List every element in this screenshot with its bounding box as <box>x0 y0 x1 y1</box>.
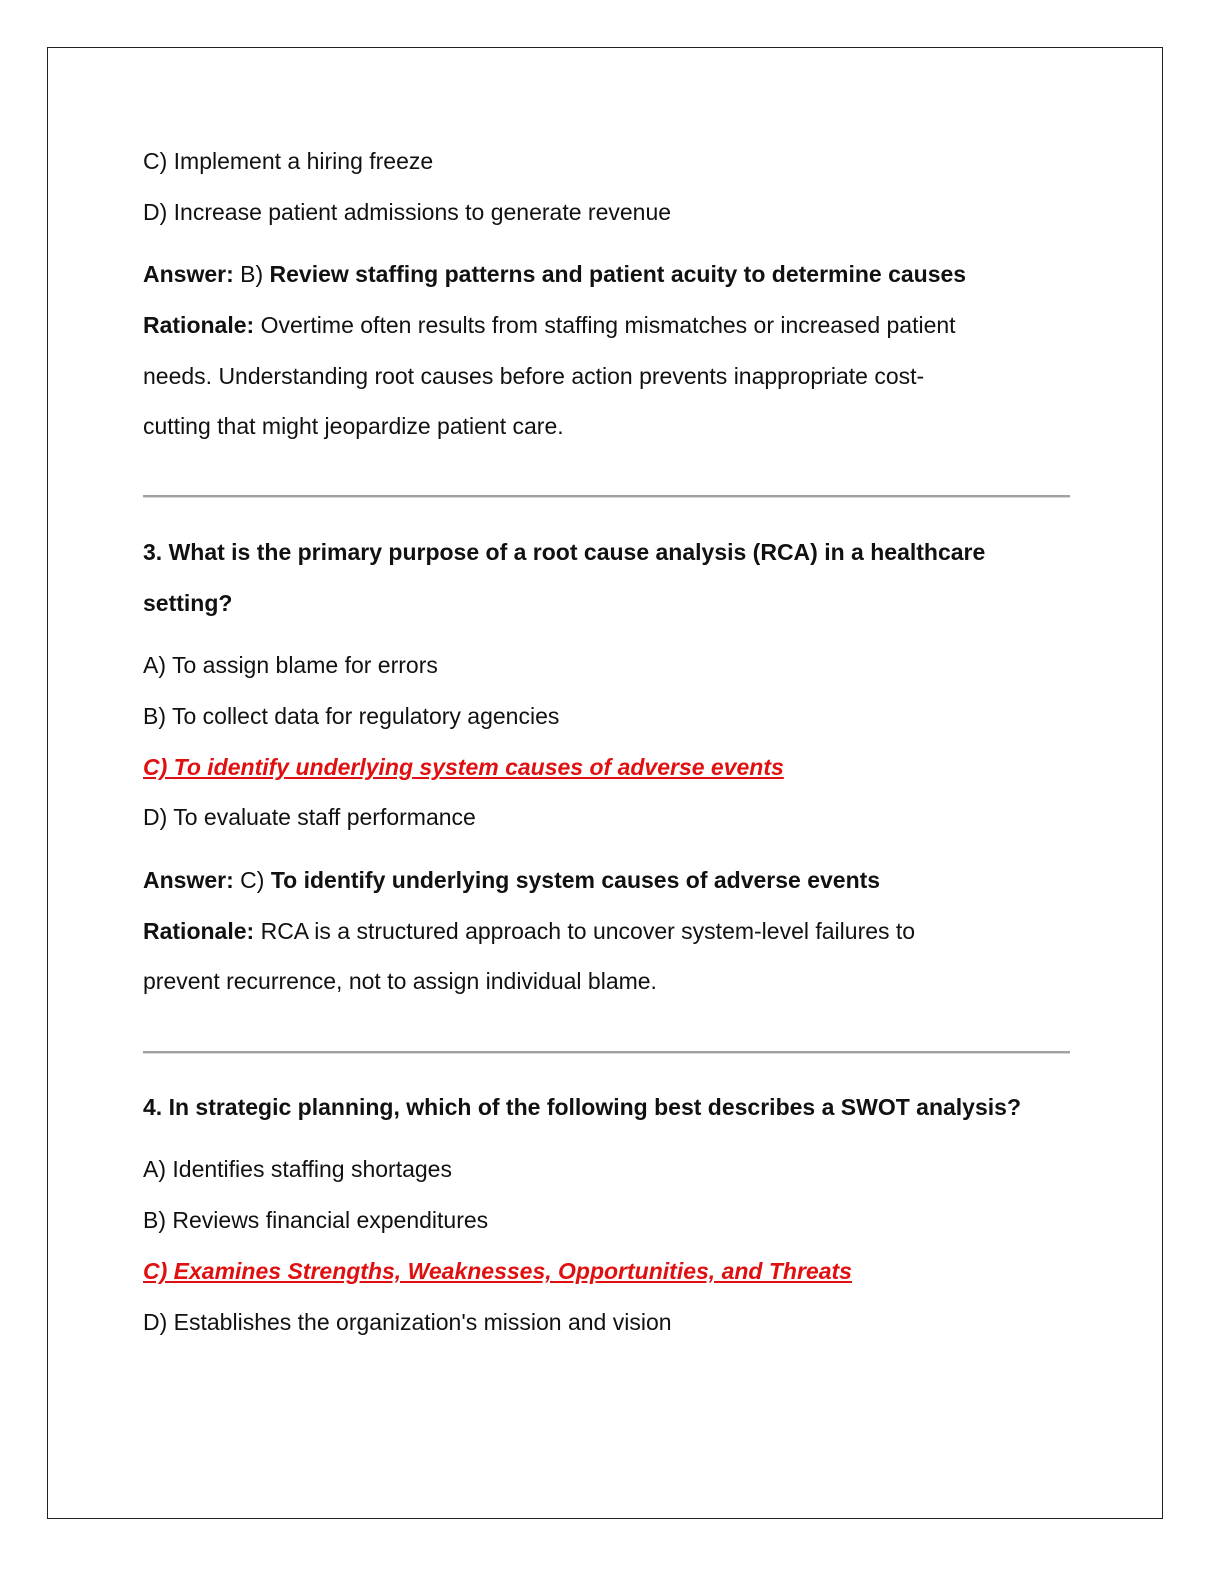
q4-option-b: B) Reviews financial expenditures <box>143 1207 489 1233</box>
q2-rationale-line3: cutting that might jeopardize patient care. <box>143 413 564 439</box>
q3-rationale <box>143 916 915 946</box>
q4-question: 4. In strategic planning, which of the following best describes a SWOT analysis? <box>143 1094 1021 1120</box>
q2-rationale-line1: Overtime often results from staffing mismatches or increased patient <box>254 312 956 338</box>
section-divider <box>143 1051 1070 1054</box>
q4-option-c-correct: C) Examines Strengths, Weaknesses, Opportunities, and Threats <box>143 1258 852 1284</box>
q3-rationale-line2: prevent recurrence, not to assign individual blame. <box>143 968 657 994</box>
q2-rationale-line2: needs. Understanding root causes before action prevents inappropriate cost- <box>143 363 925 389</box>
q2-answer-letter: B) <box>233 261 270 287</box>
section-divider <box>143 495 1070 498</box>
q3-question-line2: setting? <box>143 590 233 616</box>
q4-option-a: A) Identifies staffing shortages <box>143 1156 452 1182</box>
q2-option-c: C) Implement a hiring freeze <box>143 148 434 174</box>
q2-rationale <box>143 310 956 340</box>
q3-answer-text: To identify underlying system causes of adverse events <box>270 867 881 893</box>
q2-answer <box>143 259 966 289</box>
q2-rationale-label: Rationale: <box>143 312 255 338</box>
q3-rationale-label: Rationale: <box>143 918 255 944</box>
q3-answer-letter: C) <box>233 867 271 893</box>
q3-option-b: B) To collect data for regulatory agencies <box>143 703 560 729</box>
q3-rationale-line1: RCA is a structured approach to uncover system-level failures to <box>254 918 916 944</box>
q2-answer-text: Review staffing patterns and patient acuity to determine causes <box>269 261 967 287</box>
q3-option-d: D) To evaluate staff performance <box>143 804 476 830</box>
q3-answer-label: Answer: <box>143 867 234 893</box>
q3-question-line1: 3. What is the primary purpose of a root cause analysis (RCA) in a healthcare <box>143 539 986 565</box>
q3-option-c-correct: C) To identify underlying system causes of adverse events <box>143 754 784 780</box>
q2-option-d: D) Increase patient admissions to generate revenue <box>143 199 672 225</box>
q3-option-a: A) To assign blame for errors <box>143 652 438 678</box>
q3-answer <box>143 865 880 895</box>
q4-option-d: D) Establishes the organization's mission and vision <box>143 1309 672 1335</box>
q2-answer-label: Answer: <box>143 261 234 287</box>
